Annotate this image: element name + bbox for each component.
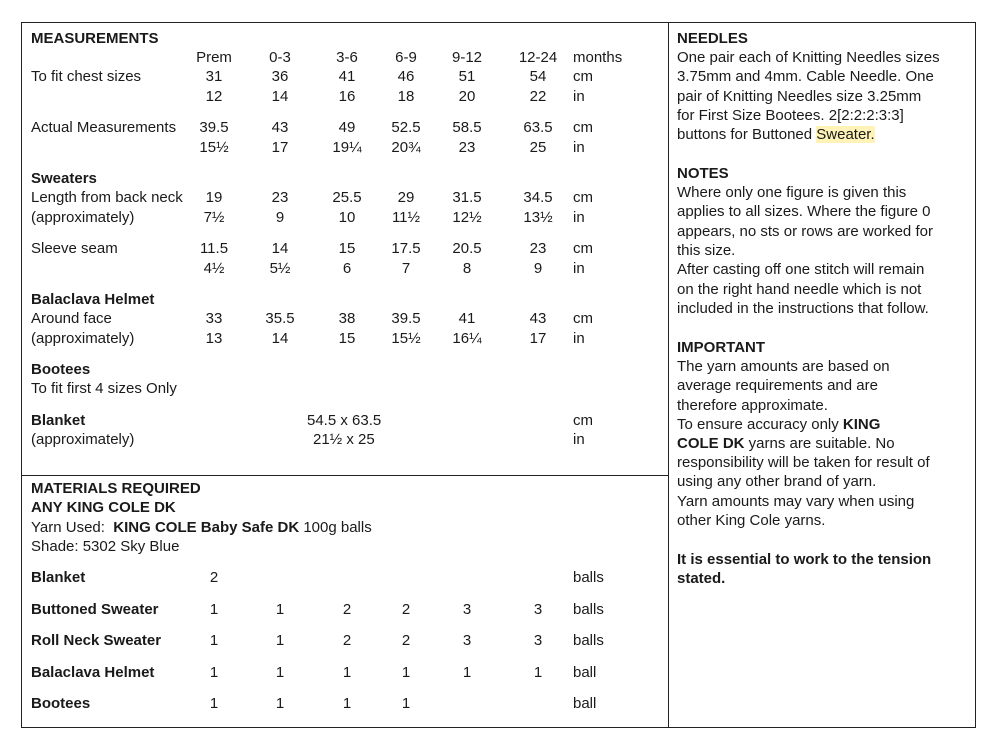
ball-count: 3 — [462, 601, 472, 618]
ball-count: 1 — [209, 601, 219, 618]
cell-value: 17 — [271, 139, 289, 156]
needles-heading: NEEDLES — [677, 30, 748, 47]
cell-value: 51 — [458, 68, 476, 85]
row-label: Length from back neck — [31, 189, 183, 206]
notes-line: on the right hand needle which is not — [677, 280, 922, 298]
balaclava-heading: Balaclava Helmet — [31, 291, 155, 308]
ball-count: 3 — [533, 601, 543, 618]
important-heading: IMPORTANT — [677, 339, 766, 356]
cell-value: 33 — [205, 310, 223, 327]
size-label: 0-3 — [269, 49, 291, 66]
row-label: (approximately) — [31, 209, 135, 226]
size-label: Prem — [196, 49, 232, 66]
cell-value: 31.5 — [452, 189, 482, 206]
unit-header: months — [573, 49, 623, 66]
ball-count: 2 — [401, 632, 411, 649]
needles-line: pair of Knitting Needles size 3.25mm — [677, 87, 922, 105]
size-label: 3-6 — [336, 49, 358, 66]
cell-value: 13 — [205, 330, 223, 347]
notes-line: Where only one figure is given this — [677, 184, 907, 201]
needles-line: One pair each of Knitting Needles sizes — [677, 49, 940, 66]
cell-value: 11.5 — [199, 240, 229, 257]
essential-line: It is essential to work to the tension — [677, 551, 932, 568]
measurements-heading: MEASUREMENTS — [31, 30, 159, 47]
unit-label: in — [573, 209, 585, 226]
cell-value: 14 — [271, 240, 289, 257]
notes-line: applies to all sizes. Where the figure 0 — [677, 203, 931, 221]
cell-value: 17.5 — [391, 240, 421, 257]
ball-count: 3 — [462, 632, 472, 649]
cell-value: 10 — [338, 209, 356, 226]
ball-count: 1 — [275, 632, 285, 649]
row-label: Around face — [31, 310, 112, 327]
material-item-label: Roll Neck Sweater — [31, 632, 162, 649]
cell-value: 20 — [458, 88, 476, 105]
sweaters-heading: Sweaters — [31, 170, 97, 187]
unit-label: in — [573, 330, 585, 347]
cell-value: 23 — [271, 189, 289, 206]
material-item-label: Bootees — [31, 695, 91, 712]
cell-value: 63.5 — [523, 119, 553, 136]
cell-value: 29 — [397, 189, 415, 206]
cell-value: 12 — [205, 88, 223, 105]
ball-count: 2 — [342, 632, 352, 649]
important-line: The yarn amounts are based on — [677, 358, 890, 375]
accuracy-line-2 — [677, 434, 895, 453]
bootees-heading: Bootees — [31, 361, 91, 378]
cell-value: 9 — [533, 260, 543, 277]
cell-value: 7½ — [203, 209, 225, 226]
cell-value: 39.5 — [391, 310, 421, 327]
cell-value: 39.5 — [199, 119, 229, 136]
unit-label: in — [573, 139, 585, 156]
cell-value: 18 — [397, 88, 415, 105]
cell-value: 11½ — [391, 209, 421, 226]
cell-value: 36 — [271, 68, 289, 85]
blanket-value-in: 21½ x 25 — [313, 431, 375, 448]
material-item-label: Blanket — [31, 569, 86, 586]
unit-label: in — [573, 88, 585, 105]
cell-value: 7 — [401, 260, 411, 277]
cell-value: 34.5 — [523, 189, 553, 206]
ball-unit: balls — [573, 601, 604, 618]
cell-value: 15½ — [391, 330, 421, 347]
ball-unit: balls — [573, 632, 604, 649]
yarn-name: KING COLE Baby Safe DK — [113, 519, 300, 536]
ball-count: 1 — [209, 632, 219, 649]
cell-value: 46 — [397, 68, 415, 85]
cell-value: 15½ — [199, 139, 229, 156]
accuracy-bold-cole: COLE DK — [677, 435, 745, 452]
unit-label: cm — [573, 68, 593, 85]
important-line: therefore approximate. — [677, 396, 828, 414]
unit-label: cm — [573, 119, 593, 136]
cell-value: 23 — [458, 139, 476, 156]
important-line: using any other brand of yarn. — [677, 473, 877, 491]
needles-last-line — [677, 125, 875, 144]
material-item-label: Buttoned Sweater — [31, 601, 159, 618]
cell-value: 9 — [275, 209, 285, 226]
cell-value: 41 — [458, 310, 476, 327]
row-label: Sleeve seam — [31, 240, 118, 257]
row-label: (approximately) — [31, 330, 135, 347]
cell-value: 19 — [205, 189, 223, 206]
row-label: To fit chest sizes — [31, 68, 142, 85]
cell-value: 52.5 — [391, 119, 421, 136]
accuracy-suffix: yarns are suitable. No — [744, 435, 895, 452]
size-label: 12-24 — [518, 49, 558, 66]
notes-line: included in the instructions that follow. — [677, 299, 929, 317]
notes-heading: NOTES — [677, 165, 729, 182]
notes-line: this size. — [677, 241, 736, 259]
ball-count: 1 — [342, 664, 352, 681]
bootees-note: To fit first 4 sizes Only — [31, 380, 177, 397]
cell-value: 49 — [338, 119, 356, 136]
cell-value: 22 — [529, 88, 547, 105]
essential-line: stated. — [677, 570, 726, 588]
row-label: Actual Measurements — [31, 119, 177, 136]
cell-value: 17 — [529, 330, 547, 347]
yarn-used-line — [31, 518, 372, 537]
ball-unit: ball — [573, 695, 597, 712]
cell-value: 41 — [338, 68, 356, 85]
size-label: 9-12 — [451, 49, 483, 66]
ball-count: 1 — [275, 664, 285, 681]
important-line: Yarn amounts may vary when using — [677, 492, 915, 510]
material-item-label: Balaclava Helmet — [31, 664, 155, 681]
blanket-subtitle: (approximately) — [31, 431, 135, 448]
cell-value: 31 — [205, 68, 223, 85]
important-line: average requirements and are — [677, 377, 878, 395]
cell-value: 6 — [342, 260, 352, 277]
notes-line: After casting off one stitch will remain — [677, 261, 925, 279]
cell-value: 16¼ — [452, 330, 482, 347]
ball-count: 2 — [342, 601, 352, 618]
ball-count: 3 — [533, 632, 543, 649]
cell-value: 20.5 — [452, 240, 482, 257]
accuracy-bold-king: KING — [842, 416, 881, 433]
notes-line: appears, no sts or rows are worked for — [677, 222, 933, 240]
cell-value: 19¼ — [332, 139, 362, 156]
accuracy-prefix: To ensure accuracy only — [677, 416, 843, 433]
needles-line: for First Size Bootees. 2[2:2:2:3:3] — [677, 106, 904, 124]
ball-count: 1 — [275, 601, 285, 618]
unit-label: cm — [573, 240, 593, 257]
ball-unit: ball — [573, 664, 597, 681]
section-divider — [21, 475, 669, 476]
highlighted-word: Sweater. — [816, 126, 875, 143]
cell-value: 4½ — [203, 260, 225, 277]
cell-value: 58.5 — [452, 119, 482, 136]
cell-value: 15 — [338, 330, 356, 347]
cell-value: 23 — [529, 240, 547, 257]
size-label: 6-9 — [395, 49, 417, 66]
cell-value: 16 — [338, 88, 356, 105]
cell-value: 14 — [271, 88, 289, 105]
materials-heading: MATERIALS REQUIRED — [31, 480, 201, 497]
cell-value: 43 — [271, 119, 289, 136]
ball-count: 1 — [401, 695, 411, 712]
needles-last-prefix: buttons for Buttoned — [677, 126, 817, 143]
ball-count: 1 — [209, 664, 219, 681]
important-line: responsibility will be taken for result of — [677, 454, 930, 471]
cell-value: 35.5 — [265, 310, 295, 327]
unit-label: cm — [573, 189, 593, 206]
ball-count: 1 — [462, 664, 472, 681]
blanket-heading: Blanket — [31, 412, 86, 429]
column-divider — [668, 22, 669, 728]
ball-count: 1 — [401, 664, 411, 681]
cell-value: 13½ — [523, 209, 553, 226]
ball-count: 1 — [533, 664, 543, 681]
yarn-prefix: Yarn Used: — [31, 519, 105, 536]
blanket-unit-cm: cm — [573, 412, 593, 429]
blanket-unit-in: in — [573, 431, 585, 448]
cell-value: 43 — [529, 310, 547, 327]
cell-value: 12½ — [452, 209, 482, 226]
ball-count: 1 — [275, 695, 285, 712]
accuracy-line-1 — [677, 415, 880, 434]
cell-value: 25 — [529, 139, 547, 156]
yarn-suffix: 100g balls — [303, 519, 372, 536]
cell-value: 5½ — [269, 260, 291, 277]
cell-value: 14 — [271, 330, 289, 347]
cell-value: 38 — [338, 310, 356, 327]
unit-label: cm — [573, 310, 593, 327]
cell-value: 8 — [462, 260, 472, 277]
cell-value: 25.5 — [332, 189, 362, 206]
cell-value: 15 — [338, 240, 356, 257]
materials-brand: ANY KING COLE DK — [31, 499, 176, 516]
needles-line: 3.75mm and 4mm. Cable Needle. One — [677, 68, 934, 86]
cell-value: 20¾ — [391, 139, 421, 156]
cell-value: 54 — [529, 68, 547, 85]
ball-count: 1 — [342, 695, 352, 712]
unit-label: in — [573, 260, 585, 277]
ball-count: 2 — [401, 601, 411, 618]
ball-count: 1 — [209, 695, 219, 712]
ball-count: 2 — [209, 569, 219, 586]
blanket-value-cm: 54.5 x 63.5 — [307, 412, 382, 429]
shade-line: Shade: 5302 Sky Blue — [31, 538, 180, 555]
ball-unit: balls — [573, 569, 604, 586]
important-line: other King Cole yarns. — [677, 511, 826, 529]
